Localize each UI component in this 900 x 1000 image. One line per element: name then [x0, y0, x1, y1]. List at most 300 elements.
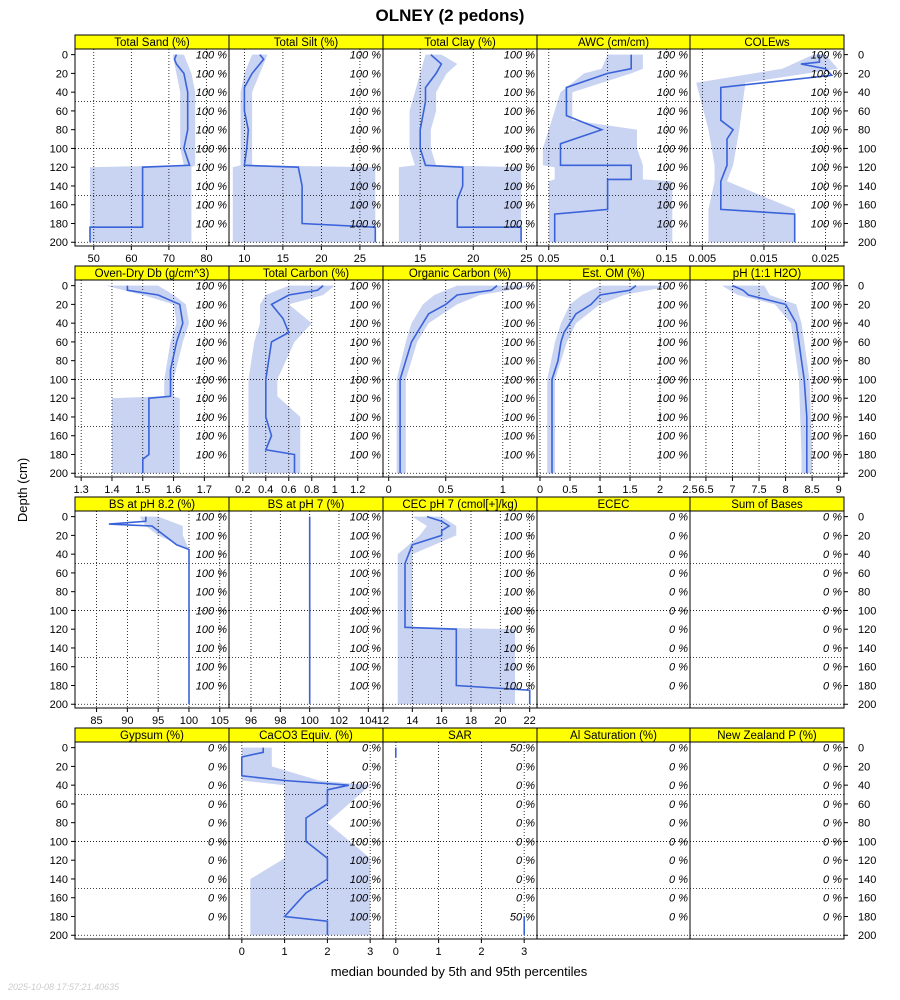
coverage-label: 100 % — [195, 49, 227, 62]
coverage-label: 100 % — [656, 105, 688, 118]
coverage-label: 100 % — [349, 661, 381, 674]
y-tick-label: 0 — [61, 280, 68, 293]
x-tick-label: 25 — [353, 253, 367, 265]
panel-title: SAR — [448, 730, 472, 742]
y-tick-label: 60 — [55, 105, 68, 118]
y-tick-label: 40 — [858, 87, 871, 100]
coverage-label: 100 % — [503, 661, 535, 674]
x-tick-label: 50 — [87, 253, 100, 265]
y-tick-label: 60 — [858, 567, 871, 580]
coverage-label: 100 % — [810, 162, 842, 175]
y-tick-label: 60 — [55, 567, 68, 580]
coverage-label: 100 % — [656, 299, 688, 312]
coverage-label: 100 % — [195, 680, 227, 693]
y-tick-label: 100 — [858, 605, 877, 618]
y-tick-label: 140 — [858, 873, 877, 886]
y-tick-label: 140 — [858, 180, 877, 193]
plot-area — [75, 742, 229, 939]
y-tick-label: 180 — [49, 449, 68, 462]
coverage-label: 100 % — [656, 411, 688, 424]
x-tick-label: 1.4 — [104, 484, 120, 496]
coverage-label: 100 % — [503, 299, 535, 312]
y-tick-label: 80 — [55, 817, 68, 830]
coverage-label: 100 % — [656, 218, 688, 231]
coverage-label: 100 % — [810, 336, 842, 349]
x-tick-label: 90 — [121, 715, 134, 727]
coverage-label: 100 % — [810, 68, 842, 81]
y-tick-label: 80 — [55, 124, 68, 137]
coverage-label: 0 % — [823, 911, 842, 924]
coverage-label: 100 % — [349, 318, 381, 331]
coverage-label: 0 % — [669, 780, 688, 793]
panel-3 — [537, 35, 690, 265]
x-tick-label: 2 — [478, 946, 485, 958]
y-tick-label: 100 — [49, 143, 68, 156]
panel-grid — [50, 35, 877, 958]
coverage-label: 100 % — [656, 49, 688, 62]
coverage-label: 100 % — [349, 530, 381, 543]
coverage-label: 100 % — [810, 143, 842, 156]
coverage-label: 100 % — [195, 299, 227, 312]
coverage-label: 100 % — [349, 393, 381, 406]
coverage-label: 100 % — [349, 642, 381, 655]
y-tick-label: 140 — [858, 642, 877, 655]
coverage-label: 100 % — [810, 411, 842, 424]
coverage-label: 100 % — [656, 162, 688, 175]
coverage-label: 100 % — [349, 411, 381, 424]
x-tick-label: 95 — [152, 715, 165, 727]
y-tick-label: 120 — [49, 855, 68, 868]
coverage-label: 0 % — [669, 836, 688, 849]
panel-14 — [690, 497, 876, 711]
x-tick-label: 0.15 — [655, 253, 678, 265]
coverage-label: 100 % — [349, 817, 381, 830]
coverage-label: 100 % — [656, 180, 688, 193]
panel-18 — [537, 728, 690, 939]
y-tick-label: 20 — [858, 68, 871, 81]
x-tick-label: 0.005 — [688, 253, 717, 265]
coverage-label: 100 % — [349, 336, 381, 349]
x-tick-label: 0 — [238, 946, 245, 958]
y-tick-label: 20 — [55, 530, 68, 543]
y-tick-label: 40 — [55, 87, 68, 100]
coverage-label: 100 % — [810, 49, 842, 62]
y-tick-label: 200 — [858, 468, 877, 481]
coverage-label: 0 % — [823, 892, 842, 905]
x-tick-label: 22 — [523, 715, 536, 727]
coverage-label: 0 % — [669, 892, 688, 905]
y-tick-label: 100 — [49, 605, 68, 618]
y-tick-label: 160 — [858, 430, 877, 443]
x-tick-label: 0 — [385, 484, 392, 496]
coverage-label: 100 % — [503, 336, 535, 349]
coverage-label: 100 % — [503, 162, 535, 175]
y-tick-label: 80 — [858, 817, 871, 830]
y-axis-title: Depth (cm) — [15, 457, 30, 523]
coverage-label: 50 % — [509, 911, 535, 924]
coverage-label: 0 % — [823, 855, 842, 868]
x-tick-label: 7.5 — [751, 484, 767, 496]
x-tick-label: 2 — [324, 946, 331, 958]
coverage-label: 100 % — [349, 855, 381, 868]
x-tick-label: 104 — [359, 715, 378, 727]
coverage-label: 100 % — [349, 162, 381, 175]
y-tick-label: 180 — [858, 218, 877, 231]
panel-6 — [229, 266, 383, 496]
y-tick-label: 0 — [858, 280, 865, 293]
coverage-label: 0 % — [669, 642, 688, 655]
coverage-label: 100 % — [656, 374, 688, 387]
coverage-label: 100 % — [810, 199, 842, 212]
y-tick-label: 0 — [858, 511, 865, 524]
coverage-label: 100 % — [195, 336, 227, 349]
coverage-label: 0 % — [823, 742, 842, 755]
x-tick-label: 1.3 — [73, 484, 89, 496]
y-tick-label: 20 — [858, 530, 871, 543]
coverage-label: 100 % — [656, 68, 688, 81]
coverage-label: 100 % — [195, 180, 227, 193]
coverage-label: 0 % — [208, 873, 227, 886]
coverage-label: 100 % — [503, 355, 535, 368]
coverage-label: 100 % — [349, 430, 381, 443]
x-tick-label: 60 — [125, 253, 138, 265]
x-tick-label: 0 — [392, 946, 399, 958]
coverage-label: 100 % — [195, 511, 227, 524]
coverage-label: 0 % — [208, 855, 227, 868]
coverage-label: 100 % — [656, 318, 688, 331]
coverage-label: 100 % — [810, 280, 842, 293]
x-tick-label: 2.5 — [682, 484, 698, 496]
x-tick-label: 15 — [276, 253, 290, 265]
y-tick-label: 160 — [49, 430, 68, 443]
coverage-label: 100 % — [195, 393, 227, 406]
coverage-label: 0 % — [516, 855, 535, 868]
y-tick-label: 200 — [858, 699, 877, 712]
coverage-label: 0 % — [669, 798, 688, 811]
coverage-label: 100 % — [503, 430, 535, 443]
y-tick-label: 160 — [49, 892, 68, 905]
y-tick-label: 140 — [49, 642, 68, 655]
coverage-label: 0 % — [516, 836, 535, 849]
coverage-label: 100 % — [349, 798, 381, 811]
coverage-label: 0 % — [823, 586, 842, 599]
y-tick-label: 180 — [49, 218, 68, 231]
x-tick-label: 1.6 — [165, 484, 182, 496]
coverage-label: 100 % — [810, 87, 842, 100]
y-tick-label: 20 — [55, 299, 68, 312]
x-tick-label: 0.05 — [538, 253, 560, 265]
y-tick-label: 80 — [858, 124, 871, 137]
y-tick-label: 80 — [858, 355, 871, 368]
x-tick-label: 105 — [210, 715, 229, 727]
panel-0 — [50, 35, 229, 265]
y-tick-label: 200 — [49, 930, 68, 943]
coverage-label: 0 % — [823, 817, 842, 830]
coverage-label: 0 % — [823, 567, 842, 580]
y-tick-label: 160 — [858, 199, 877, 212]
coverage-label: 100 % — [349, 873, 381, 886]
coverage-label: 100 % — [195, 68, 227, 81]
coverage-label: 100 % — [349, 124, 381, 137]
coverage-label: 100 % — [195, 624, 227, 637]
coverage-label: 100 % — [503, 124, 535, 137]
coverage-label: 0 % — [823, 680, 842, 693]
coverage-label: 100 % — [349, 355, 381, 368]
coverage-label: 100 % — [349, 180, 381, 193]
coverage-label: 0 % — [823, 836, 842, 849]
panel-title: AWC (cm/cm) — [577, 37, 650, 49]
panel-title: CEC pH 7 (cmol[+]/kg) — [402, 499, 518, 511]
timestamp: 2025-10-08 17:57:21.40635 — [8, 982, 120, 992]
coverage-label: 0 % — [669, 549, 688, 562]
y-tick-label: 180 — [49, 911, 68, 924]
coverage-label: 100 % — [349, 449, 381, 462]
x-tick-label: 0.8 — [304, 484, 320, 496]
x-tick-label: 8.5 — [804, 484, 820, 496]
coverage-label: 100 % — [656, 449, 688, 462]
panel-title: Total Carbon (%) — [262, 268, 350, 280]
y-tick-label: 180 — [858, 449, 877, 462]
panel-title: Gypsum (%) — [120, 730, 184, 742]
plot-area — [690, 742, 844, 939]
coverage-label: 0 % — [516, 761, 535, 774]
coverage-label: 100 % — [195, 411, 227, 424]
panel-11 — [229, 497, 383, 727]
y-tick-label: 20 — [55, 761, 68, 774]
y-tick-label: 120 — [858, 855, 877, 868]
y-tick-label: 120 — [858, 624, 877, 637]
plot-area — [383, 742, 537, 939]
x-tick-label: 0.4 — [258, 484, 274, 496]
coverage-label: 0 % — [669, 530, 688, 543]
coverage-label: 100 % — [656, 336, 688, 349]
y-tick-label: 100 — [49, 374, 68, 387]
coverage-label: 100 % — [349, 586, 381, 599]
coverage-label: 100 % — [503, 530, 535, 543]
coverage-label: 100 % — [195, 549, 227, 562]
coverage-label: 100 % — [349, 143, 381, 156]
x-tick-label: 20 — [467, 253, 480, 265]
x-axis-title: median bounded by 5th and 95th percentiles — [330, 964, 588, 979]
coverage-label: 100 % — [503, 218, 535, 231]
y-tick-label: 80 — [55, 355, 68, 368]
y-tick-label: 80 — [858, 586, 871, 599]
coverage-label: 100 % — [195, 449, 227, 462]
coverage-label: 100 % — [349, 605, 381, 618]
panel-title: Oven-Dry Db (g/cm^3) — [94, 268, 210, 280]
coverage-label: 0 % — [823, 530, 842, 543]
coverage-label: 0 % — [208, 798, 227, 811]
coverage-label: 100 % — [503, 586, 535, 599]
x-tick-label: 1.7 — [196, 484, 213, 496]
coverage-label: 100 % — [503, 87, 535, 100]
y-tick-label: 180 — [858, 680, 877, 693]
y-tick-label: 160 — [49, 661, 68, 674]
coverage-label: 0 % — [516, 817, 535, 830]
coverage-label: 0 % — [823, 605, 842, 618]
coverage-label: 100 % — [503, 567, 535, 580]
coverage-label: 100 % — [349, 87, 381, 100]
coverage-label: 100 % — [810, 180, 842, 193]
panel-title: Total Sand (%) — [114, 37, 190, 49]
coverage-label: 100 % — [349, 624, 381, 637]
coverage-label: 0 % — [669, 567, 688, 580]
panel-title: BS at pH 7 (%) — [267, 499, 345, 511]
coverage-label: 100 % — [810, 393, 842, 406]
coverage-label: 100 % — [503, 449, 535, 462]
x-tick-label: 1 — [281, 946, 288, 958]
coverage-label: 100 % — [349, 892, 381, 905]
coverage-label: 100 % — [656, 87, 688, 100]
x-tick-label: 1.5 — [135, 484, 151, 496]
coverage-label: 0 % — [362, 742, 381, 755]
coverage-label: 100 % — [195, 162, 227, 175]
panel-title: ECEC — [597, 499, 630, 511]
panel-2 — [383, 35, 537, 265]
coverage-label: 100 % — [349, 68, 381, 81]
coverage-label: 100 % — [656, 199, 688, 212]
coverage-label: 100 % — [349, 374, 381, 387]
coverage-label: 0 % — [823, 780, 842, 793]
y-tick-label: 140 — [49, 411, 68, 424]
coverage-label: 100 % — [349, 199, 381, 212]
y-tick-label: 40 — [55, 549, 68, 562]
coverage-label: 100 % — [349, 780, 381, 793]
x-tick-label: 1 — [331, 484, 338, 496]
x-tick-label: 3 — [367, 946, 374, 958]
coverage-label: 100 % — [810, 218, 842, 231]
y-tick-label: 100 — [858, 374, 877, 387]
x-tick-label: 85 — [90, 715, 103, 727]
coverage-label: 100 % — [656, 143, 688, 156]
coverage-label: 100 % — [810, 105, 842, 118]
panel-title: Sum of Bases — [731, 499, 803, 511]
y-tick-label: 160 — [49, 199, 68, 212]
y-tick-label: 200 — [49, 699, 68, 712]
x-tick-label: 25 — [520, 253, 533, 265]
coverage-label: 100 % — [503, 605, 535, 618]
coverage-label: 100 % — [349, 836, 381, 849]
y-tick-label: 200 — [858, 930, 877, 943]
panel-4 — [689, 35, 877, 265]
y-tick-label: 100 — [858, 836, 877, 849]
x-tick-label: 98 — [274, 715, 287, 727]
plot-area — [537, 742, 690, 939]
panel-1 — [229, 35, 383, 265]
coverage-label: 100 % — [349, 299, 381, 312]
coverage-label: 100 % — [810, 449, 842, 462]
panel-title: Total Clay (%) — [424, 37, 496, 49]
coverage-label: 0 % — [669, 680, 688, 693]
plot-area — [690, 511, 844, 708]
coverage-label: 0 % — [669, 761, 688, 774]
coverage-label: 0 % — [669, 511, 688, 524]
coverage-label: 100 % — [195, 586, 227, 599]
panel-10 — [50, 497, 229, 727]
coverage-label: 100 % — [503, 49, 535, 62]
coverage-label: 100 % — [810, 430, 842, 443]
y-tick-label: 0 — [858, 742, 865, 755]
coverage-label: 100 % — [349, 680, 381, 693]
coverage-label: 100 % — [810, 355, 842, 368]
y-tick-label: 40 — [858, 780, 871, 793]
y-tick-label: 180 — [49, 680, 68, 693]
panel-13 — [537, 497, 690, 708]
coverage-label: 100 % — [656, 280, 688, 293]
x-tick-label: 0.2 — [235, 484, 251, 496]
y-tick-label: 140 — [49, 180, 68, 193]
x-tick-label: 16 — [435, 715, 448, 727]
y-tick-label: 80 — [55, 586, 68, 599]
y-tick-label: 60 — [858, 105, 871, 118]
coverage-label: 100 % — [810, 299, 842, 312]
panel-17 — [383, 728, 537, 958]
panel-7 — [383, 266, 537, 496]
coverage-label: 100 % — [656, 430, 688, 443]
panel-title: Al Saturation (%) — [570, 730, 657, 742]
coverage-label: 0 % — [823, 642, 842, 655]
coverage-label: 100 % — [503, 393, 535, 406]
coverage-label: 100 % — [503, 199, 535, 212]
coverage-label: 100 % — [349, 549, 381, 562]
panel-8 — [537, 266, 698, 496]
coverage-label: 0 % — [208, 742, 227, 755]
x-tick-label: 96 — [244, 715, 258, 727]
coverage-label: 100 % — [195, 374, 227, 387]
coverage-label: 0 % — [669, 661, 688, 674]
y-tick-label: 0 — [61, 49, 68, 62]
x-tick-label: 80 — [200, 253, 213, 265]
coverage-label: 100 % — [503, 105, 535, 118]
y-tick-label: 0 — [61, 511, 68, 524]
coverage-label: 100 % — [810, 124, 842, 137]
coverage-label: 100 % — [503, 68, 535, 81]
coverage-label: 100 % — [195, 661, 227, 674]
coverage-label: 100 % — [503, 411, 535, 424]
coverage-label: 100 % — [503, 511, 535, 524]
coverage-label: 0 % — [208, 817, 227, 830]
x-tick-label: 9 — [835, 484, 842, 496]
y-tick-label: 60 — [55, 798, 68, 811]
y-tick-label: 40 — [55, 780, 68, 793]
coverage-label: 0 % — [823, 661, 842, 674]
coverage-label: 0 % — [669, 605, 688, 618]
coverage-label: 0 % — [669, 873, 688, 886]
coverage-label: 100 % — [349, 280, 381, 293]
x-tick-label: 100 — [179, 715, 199, 727]
x-tick-label: 0.015 — [750, 253, 778, 265]
x-tick-label: 7 — [729, 484, 736, 496]
panel-9 — [690, 266, 876, 496]
coverage-label: 100 % — [503, 642, 535, 655]
coverage-label: 100 % — [503, 143, 535, 156]
coverage-label: 100 % — [195, 318, 227, 331]
panel-title: Organic Carbon (%) — [408, 268, 512, 280]
coverage-label: 100 % — [503, 180, 535, 193]
y-tick-label: 120 — [858, 393, 877, 406]
coverage-label: 100 % — [503, 680, 535, 693]
coverage-label: 100 % — [195, 430, 227, 443]
y-tick-label: 20 — [858, 761, 871, 774]
y-tick-label: 180 — [858, 911, 877, 924]
y-tick-label: 60 — [858, 798, 871, 811]
y-tick-label: 200 — [858, 237, 877, 250]
coverage-label: 100 % — [195, 567, 227, 580]
coverage-label: 0 % — [823, 873, 842, 886]
coverage-label: 0 % — [823, 624, 842, 637]
y-tick-label: 140 — [858, 411, 877, 424]
x-tick-label: 0.5 — [438, 484, 454, 496]
